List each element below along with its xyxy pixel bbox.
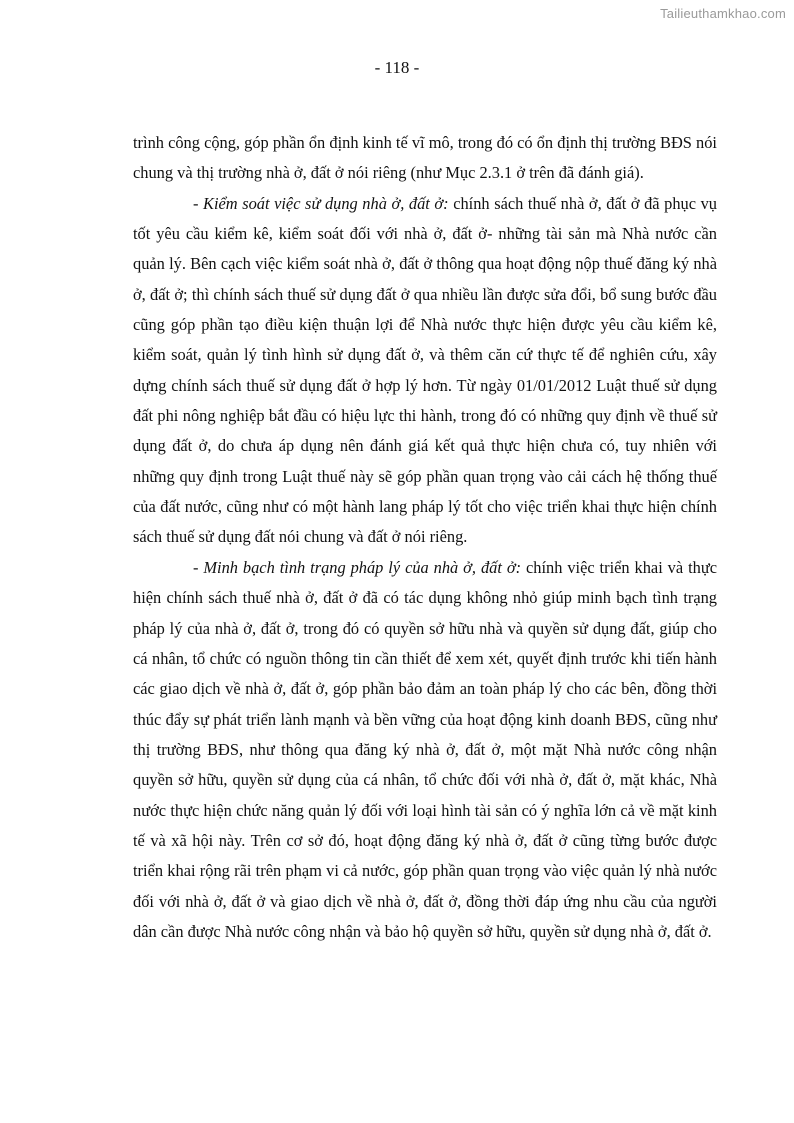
page-number: - 118 - — [374, 58, 420, 77]
paragraph-lead: - Minh bạch tình trạng pháp lý của nhà ở, đất ở: — [193, 557, 522, 577]
paragraph-minh-bach — [133, 553, 717, 947]
body-text — [133, 128, 717, 947]
paragraph-continuation — [133, 128, 717, 189]
paragraph-text: chính sách thuế nhà ở, đất ở đã phục vụ tốt yêu cầu kiểm kê, kiểm soát đối với nhà ở, đất ở- những tài sản mà Nhà nước cần quản lý. Bên cạch việc kiểm soát nhà ở, đất ở thông qua hoạt động nộp thuế đăng ký nhà ở, đất ở; thì chính sách thuế sử dụng đất ở qua nhiều lần được sửa đổi, bổ sung bước đầu cũng góp phần tạo điều kiện thuận lợi để Nhà nước thực hiện được yêu cầu kiểm kê, kiểm soát, quản lý tình hình sử dụng đất ở, và thêm căn cứ thực tế để nghiên cứu, xây dựng chính sách thuế sử dụng đất ở hợp lý hơn. Từ ngày 01/01/2012 Luật thuế sử dụng đất phi nông nghiệp bắt đầu có hiệu lực thi hành, trong đó có những quy định về thuế sử dụng đất ở, do chưa áp dụng nên đánh giá kết quả thực hiện chưa có, tuy nhiên với những quy định trong Luật thuế này sẽ góp phần quan trọng vào cải cách hệ thống thuế của đất nước, cũng như có một hành lang pháp lý tốt cho việc triển khai thực hiện chính sách thuế sử dụng đất nói chung và đất ở nói riêng. — [133, 193, 717, 547]
paragraph-text: chính việc triển khai và thực hiện chính sách thuế nhà ở, đất ở đã có tác dụng không nhỏ giúp minh bạch tình trạng pháp lý của nhà ở, đất ở, trong đó có quyền sở hữu nhà và quyền sử dụng đất, giúp cho cá nhân, tổ chức có nguồn thông tin cần thiết để xem xét, quyết định trước khi tiến hành các giao dịch về nhà ở, đất ở, góp phần bảo đảm an toàn pháp lý cho các bên, đồng thời thúc đẩy sự phát triển lành mạnh và bền vững của hoạt động kinh doanh BĐS, cũng như thị trường BĐS, như thông qua đăng ký nhà ở, đất ở, một mặt Nhà nước công nhận quyền sở hữu, quyền sử dụng của cá nhân, tổ chức đối với nhà ở, đất ở, mặt khác, Nhà nước thực hiện chức năng quản lý đối với loại hình tài sản có ý nghĩa lớn cả về mặt kinh tế và xã hội này. Trên cơ sở đó, hoạt động đăng ký nhà ở, đất ở cũng từng bước được triển khai rộng rãi trên phạm vi cả nước, góp phần quan trọng vào việc quản lý nhà nước đối với nhà ở, đất ở và giao dịch về nhà ở, đất ở, đồng thời đáp ứng nhu cầu của người dân cần được Nhà nước công nhận và bảo hộ quyền sở hữu, quyền sử dụng nhà ở, đất ở. — [133, 557, 717, 941]
paragraph-text: trình công cộng, góp phần ổn định kinh tế vĩ mô, trong đó có ổn định thị trường BĐS nói chung và thị trường nhà ở, đất ở nói riêng (như Mục 2.3.1 ở trên đã đánh giá). — [133, 133, 717, 183]
paragraph-kiem-soat — [133, 189, 717, 553]
paragraph-lead: - Kiểm soát việc sử dụng nhà ở, đất ở: — [193, 193, 449, 213]
watermark: Tailieuthamkhao.com — [660, 6, 786, 21]
